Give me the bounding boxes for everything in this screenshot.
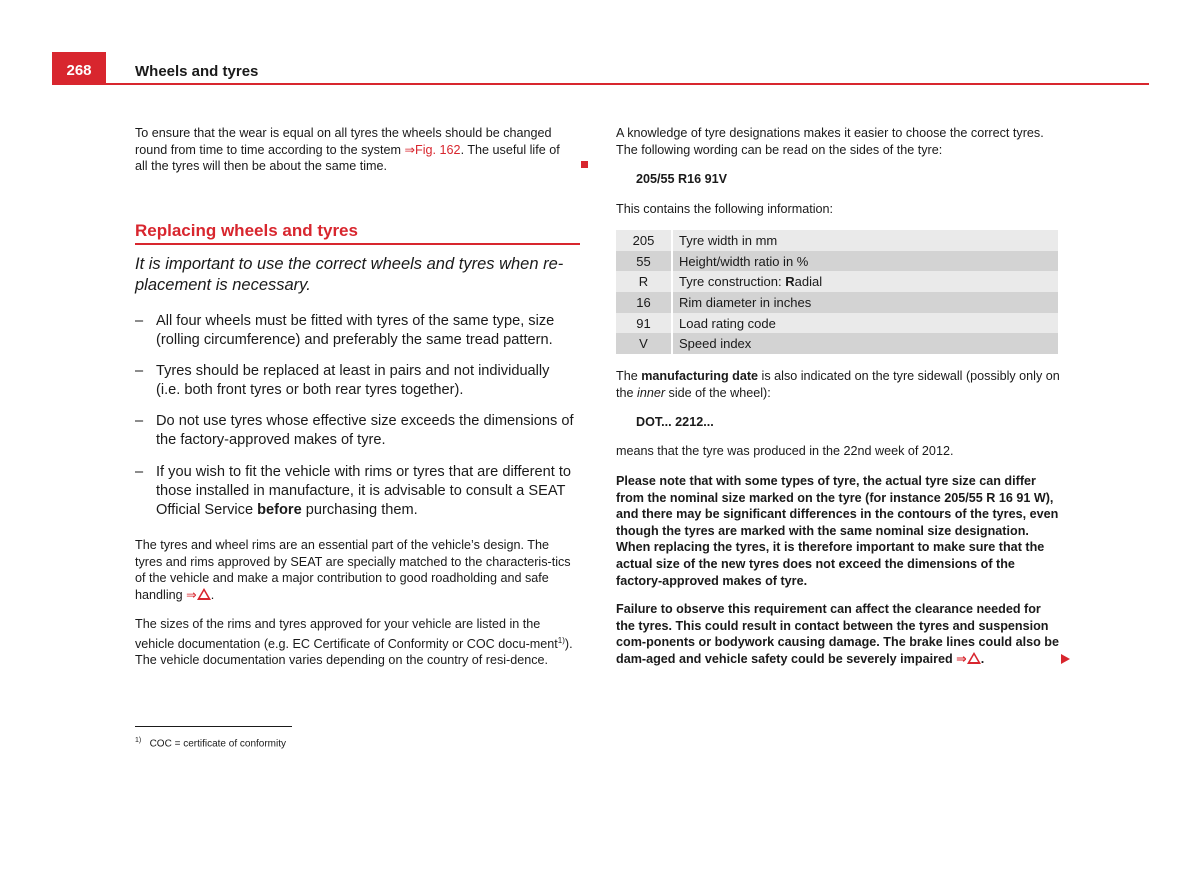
- warning-paragraph-2: [616, 601, 1061, 667]
- table-row: [616, 292, 1058, 313]
- text: .: [980, 651, 985, 666]
- table-row: [616, 313, 1058, 334]
- list-item: [135, 412, 575, 450]
- right-paragraph-1: [616, 125, 1061, 158]
- page-title: Wheels and tyres: [135, 63, 259, 80]
- end-of-section-square-icon: [581, 161, 588, 168]
- list-item-text: Do not use tyres whose effective size exceeds the dimensions of the factory-approved makes of tyre.: [156, 413, 574, 448]
- table-row: [616, 251, 1058, 272]
- table-row: [616, 230, 1058, 251]
- text: If you wish to fit the vehicle with rims or tyres that are different to those installed in manufacture, it is advisable to consult a SEAT Official Service: [156, 464, 572, 518]
- left-paragraph-2: [135, 537, 575, 603]
- left-paragraph-3: [135, 616, 575, 669]
- dash-icon: –: [135, 464, 144, 480]
- warning-paragraph-1: [616, 473, 1061, 589]
- footnote-marker: 1): [135, 737, 142, 744]
- text: A knowledge of tyre designations makes it easier to choose the correct tyres. The following wording can be read on the sides of the tyre:: [616, 126, 1044, 157]
- dot-code: DOT... 2212...: [636, 415, 714, 429]
- tyre-designation: 205/55 R16 91V: [636, 172, 728, 186]
- dash-icon: –: [135, 413, 144, 429]
- text: . The useful life of all the tyres will then be about the same time.: [135, 142, 560, 174]
- text: Failure to observe this requirement can affect the clearance needed for the tyres. This could result in contact between the tyres and suspension com-ponents or bodywork causing damage. The brake lines could also be dam-aged and vehicle safety could be severely impaired: [616, 602, 1059, 666]
- continue-arrow-icon: [1061, 654, 1070, 664]
- section-title: Replacing wheels and tyres: [135, 221, 358, 240]
- italic-text: inner: [637, 385, 666, 400]
- text: Tyre construction:: [679, 274, 786, 290]
- warning-triangle-icon[interactable]: [197, 588, 211, 600]
- right-paragraph-4: means that the tyre was produced in the 22nd week of 2012.: [616, 444, 954, 458]
- bold-text: manufacturing date: [641, 369, 759, 383]
- dash-icon: –: [135, 363, 144, 379]
- list-item-text: [156, 463, 575, 520]
- header-rule: [52, 83, 1149, 85]
- list-item-text: Tyres should be replaced at least in pairs and not individually (i.e. both front tyres or both rear tyres together).: [156, 363, 550, 398]
- text: To ensure that the wear is equal on all tyres the wheels should be changed round from time to time according to the system: [135, 126, 552, 157]
- text: The tyres and wheel rims are an essential part of the vehicle’s design. The tyres and rims approved by SEAT are specially matched to the characteris-tics of the vehicle and make a major contribution to good roadholding and safe handling: [135, 538, 571, 602]
- dash-icon: –: [135, 313, 144, 329]
- footnote-marker[interactable]: 1): [557, 635, 565, 645]
- table-cell-description: Tyre width in mm: [672, 230, 1058, 251]
- table-cell-code: 16: [616, 292, 672, 313]
- text: The: [616, 369, 642, 383]
- left-paragraph-1: [135, 125, 575, 175]
- table-row: [616, 333, 1058, 354]
- table-cell-description: Load rating code: [672, 313, 1058, 334]
- table-cell-code: 91: [616, 313, 672, 334]
- footnote-rule: [135, 726, 292, 727]
- table-cell-code: 205: [616, 230, 672, 251]
- list-item: [135, 362, 575, 400]
- text: adial: [794, 274, 823, 290]
- bold-text: before: [257, 502, 302, 518]
- right-paragraph-2: This contains the following information:: [616, 202, 834, 216]
- list-item-text: All four wheels must be fitted with tyres of the same type, size (rolling circumference) and preferably the same tread pattern.: [156, 313, 555, 348]
- footnote: [135, 737, 286, 749]
- text: side of the wheel):: [665, 385, 771, 400]
- arrow-icon: ⇒: [404, 142, 416, 157]
- text: is also indicated on the tyre sidewall (possibly only on the: [616, 369, 1060, 400]
- warning-triangle-icon[interactable]: [967, 652, 981, 664]
- table-cell-description: Rim diameter in inches: [672, 292, 1058, 313]
- tyre-designation-table: [616, 230, 1058, 354]
- list-item: [135, 312, 575, 350]
- text: The sizes of the rims and tyres approved for your vehicle are listed in the vehicle documentation (e.g. EC Certificate of Conformity or COC docu-ment: [135, 617, 558, 651]
- figure-reference-link[interactable]: Fig. 162: [415, 142, 461, 157]
- footnote-text: COC = certificate of conformity: [149, 738, 287, 750]
- section-rule: [135, 243, 580, 245]
- right-paragraph-3: [616, 368, 1061, 401]
- table-cell-code: 55: [616, 251, 672, 272]
- text: purchasing them.: [301, 502, 418, 518]
- text: ). The vehicle documentation varies depending on the country of resi-dence.: [135, 636, 573, 668]
- table-cell-description: Speed index: [672, 333, 1058, 354]
- page-number: 268: [66, 62, 92, 79]
- table-row: [616, 271, 1058, 292]
- arrow-icon: ⇒: [956, 651, 967, 666]
- table-cell-code: R: [616, 271, 672, 292]
- arrow-icon: ⇒: [186, 587, 197, 602]
- list-item: [135, 463, 575, 520]
- text: Please note that with some types of tyre, the actual tyre size can differ from the nominal size marked on the tyre (for instance 205/55 R 16 91 W), and there may be significant differences in the contours of the tyres, even though the tyres are marked with the same nominal size designation. When replacing the tyres, it is therefore important to make sure that the actual size of the new tyres does not exceed the dimensions of the factory-approved makes of tyre.: [616, 474, 1059, 588]
- table-cell-description: Height/width ratio in %: [672, 251, 1058, 272]
- section-intro: It is important to use the correct wheels and tyres when re-placement is necessary.: [135, 255, 564, 294]
- table-cell-description: [672, 271, 1058, 292]
- table-cell-code: V: [616, 333, 672, 354]
- bold-text: R: [785, 274, 795, 290]
- text: .: [210, 587, 215, 602]
